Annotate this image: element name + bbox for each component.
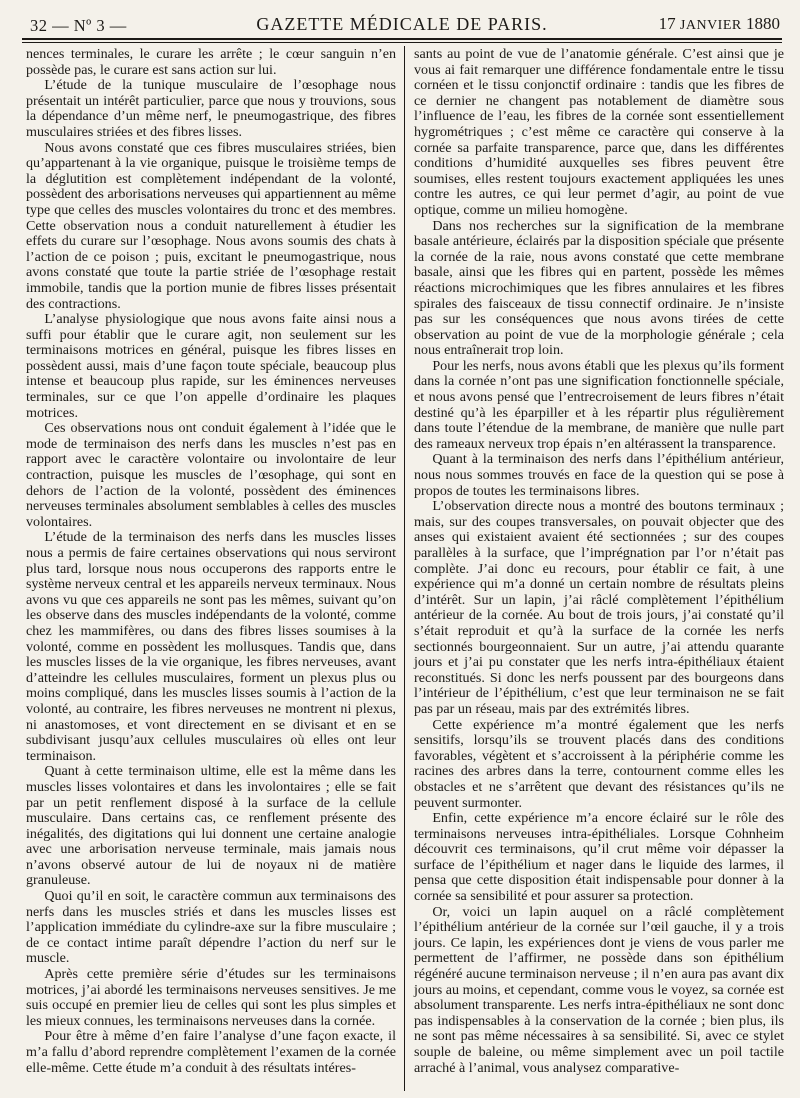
left-column (26, 47, 396, 1076)
paragraph: sants au point de vue de l’anatomie générale. C’est ainsi que je vous ai fait remarquer une différence fondamentale entre le tissu cornéen et le tissu conjonctif ordinaire : tandis que les fibres de ce dernier ne changent pas notablement de diamètre sous l’influence de l’eau, les fibres de la cornée sont essentiellement hygrométriques ; c’est même ce caractère qui conserve à la cornée sa parfaite transparence, parce que, dans les différentes conditions d’humidité auxquelles ses fibres peuvent être soumises, elles restent toujours exactement appliquées les unes contre les autres, ce qui leur permet d’agir, au point de vue optique, comme un milieu homogène. (414, 46, 784, 218)
paragraph: Quoi qu’il en soit, le caractère commun aux terminaisons des nerfs dans les muscles striés et dans les muscles lisses est l’application immédiate du cylindre-axe sur la fibre musculaire ; de ce contact intime paraît dépendre l’action du nerf sur le muscle. (26, 888, 396, 967)
paragraph: Pour être à même d’en faire l’analyse d’une façon exacte, il m’a fallu d’abord reprendre complètement l’examen de la cornée elle-même. Cette étude m’a conduit à des résultats intéres- (26, 1028, 396, 1076)
paragraph: Quant à cette terminaison ultime, elle est la même dans les muscles lisses volontaires et dans les involontaires ; elle se fait par un petit renflement disposé à la surface de la cellule musculaire. Dans certains cas, ce renflement présente des inégalités, des digitations qui lui donnent une certaine analogie avec une arborisation nerveuse terminale, mais jamais nous n’avons observé autour de lui de noyaux ni de matière granuleuse. (26, 763, 396, 889)
paragraph: L’analyse physiologique que nous avons faite ainsi nous a suffi pour établir que le curare agit, non seulement sur les terminaisons motrices en général, puisque les fibres lisses en possèdent aussi, mais d’une façon toute spéciale, beaucoup plus intense et beaucoup plus rapide, sur les éminences nerveuses terminales, sur ce que l’on appelle d’ordinaire les plaques motrices. (26, 311, 396, 421)
paragraph: nences terminales, le curare les arrête ; le cœur sanguin n’en possède pas, le curare est sans action sur lui. (26, 46, 396, 78)
right-column (414, 47, 784, 1076)
page-header (24, 14, 780, 38)
paragraph: Pour les nerfs, nous avons établi que les plexus qu’ils forment dans la cornée n’ont pas une signification fonctionnelle spéciale, et nous avons pensé que l’entrecroisement de leurs fibres n’était destiné qu’à les éparpiller et à les répartir plus régulièrement dans toute l’étendue de la membrane, de manière que nulle part des rameaux nerveux trop épais n’en altérassent la transparence. (414, 357, 784, 452)
paragraph: Or, voici un lapin auquel on a râclé complètement l’épithélium antérieur de la cornée sur l’œil gauche, il y a trois jours. Ce lapin, les expériences dont je viens de vous parler me permettent de l’affirmer, ne possède dans son épithélium régénéré aucune terminaison nerveuse ; il n’en aura pas avant dix jours au moins, et cependant, comme vous le voyez, sa cornée est absolument transparente. Les nerfs intra-épithéliaux ne sont donc pas indispensables à la conservation de la cornée ; bien plus, ils ne sont pas même nécessaires à sa sensibilité. Si, avec ce stylet souple de baleine, ou même simplement avec un poil tactile arraché à l’animal, vous analysez comparative- (414, 903, 784, 1076)
paragraph: Cette expérience m’a montré également que les nerfs sensitifs, lorsqu’ils se trouvent placés dans des conditions favorables, végètent et s’accroissent à la périphérie comme les racines des arbres dans la terre, contournent comme elles les obstacles et ne s’arrêtent que devant des résistances qu’ils ne peuvent surmonter. (414, 716, 784, 811)
column-divider (404, 46, 405, 1091)
paragraph: Quant à la terminaison des nerfs dans l’épithélium antérieur, nous nous sommes trouvés en face de la question qui se pose à propos de toutes les terminaisons libres. (414, 451, 784, 499)
paragraph: Enfin, cette expérience m’a encore éclairé sur le rôle des terminaisons nerveuses intra-épithéliales. Lorsque Cohnheim découvrit ces terminaisons, qu’il crut même voir dépasser la surface de l’épithélium et nager dans le liquide des larmes, il pensa que cette disposition était indispensable pour donner à la cornée sa sensibilité et pour assurer sa protection. (414, 810, 784, 905)
date-year: 1880 (746, 14, 780, 33)
paragraph: L’observation directe nous a montré des boutons terminaux ; mais, sur des coupes transversales, on pouvait objecter que des anses qui existaient avaient été sectionnées ; sur des coupes parallèles à la surface, que l’imprégnation par l’or n’était pas complète. J’ai donc eu recours, pour établir ce fait, à une expérience qui m’a donné un certain nombre de résultats pleins d’intérêt. Sur un lapin, j’ai râclé complètement l’épithélium antérieur de la cornée. Au bout de trois jours, j’ai constaté qu’il s’était reproduit et qu’à la surface de la cornée les nerfs sectionnés bourgeonnaient. Sur un autre, j’ai attendu quarante jours et j’ai pu constater que les nerfs intra-épithéliaux étaient reconstitués. Si donc les nerfs poussent par des bourgeons dans l’intérieur de l’épithélium, c’est que leur terminaison ne se fait pas par un réseau, mais par des extrémités libres. (414, 498, 784, 717)
paragraph: L’étude de la terminaison des nerfs dans les muscles lisses nous a permis de faire certaines observations qui nous serviront plus tard, lorsque nous nous occuperons des rapports entre le système nerveux central et les appareils nerveux terminaux. Nous avons vu que ces appareils ne sont pas les mêmes, suivant qu’on les observe dans des muscles indépendants de la volonté, comme chez les mammifères, ou dans des fibres lisses soumises à la volonté, comme en possèdent les mollusques. Tandis que, dans les muscles lisses de la vie organique, les fibres nerveuses, avant d’atteindre les cellules musculaires, forment un plexus plus ou moins compliqué, dans les muscles lisses soumis à l’action de la volonté, au contraire, les fibres nerveuses ne montrent ni plexus, ni anastomoses, et vont directement en se divisant et en se subdivisant jusqu’aux cellules musculaires où elles ont leur terminaison. (26, 529, 396, 764)
header-rule-thin (22, 42, 782, 43)
issue-date (659, 14, 780, 34)
date-month: JANVIER (679, 18, 742, 33)
header-rule-thick (22, 38, 782, 40)
paragraph: Ces observations nous ont conduit également à l’idée que le mode de terminaison des nerfs dans les muscles n’est pas en rapport avec le caractère volontaire ou involontaire de leur contraction, puisque les muscles de l’œsophage, qui sont en dehors de l’action de la volonté, possèdent des éminences nerveuses terminales absolument semblables à celles des muscles volontaires. (26, 420, 396, 530)
paragraph: Dans nos recherches sur la signification de la membrane basale antérieure, éclairés par la disposition spéciale que présente la cornée de la raie, nous avons constaté que cette membrane basale, ainsi que les fibres qui en partent, possède les mêmes réactions microchimiques que les fibres annulaires et les fibres spirales des faisceaux de tissu connectif ordinaire. Je n’insiste pas sur les conséquences que nous avons tirées de cette observation au point de vue de la morphologie générale ; cela nous entraînerait trop loin. (414, 217, 784, 359)
journal-title: GAZETTE MÉDICALE DE PARIS. (256, 14, 548, 34)
date-day: 17 (658, 14, 676, 33)
paragraph: Nous avons constaté que ces fibres musculaires striées, bien qu’appartenant à la vie organique, puisque le troisième temps de la déglutition est complètement indépendant de la volonté, possèdent des arborisations nerveuses qui appartiennent au même type que celles des muscles volontaires du tronc et des membres. Cette observation nous a conduit naturellement à étudier les effets du curare sur l’œsophage. Nous avons soumis des chats à l’action de ce poison ; puis, excitant le pneumogastrique, nous avons constaté que toute la partie striée de l’œsophage restait immobile, tandis que la portion munie de fibres lisses présentait des contractions. (26, 139, 396, 312)
paragraph: Après cette première série d’études sur les terminaisons motrices, j’ai abordé les terminaisons nerveuses sensitives. Je me suis occupé en premier lieu de celles qui sont les plus simples et les mieux connues, les terminaisons nerveuses dans la cornée. (26, 966, 396, 1029)
paragraph: L’étude de la tunique musculaire de l’œsophage nous présentait un intérêt particulier, parce que nous y trouvions, sous la dépendance d’un même nerf, le pneumogastrique, des fibres musculaires striées et des fibres lisses. (26, 77, 396, 140)
page-number: 32 — Nº 3 — (30, 16, 127, 35)
